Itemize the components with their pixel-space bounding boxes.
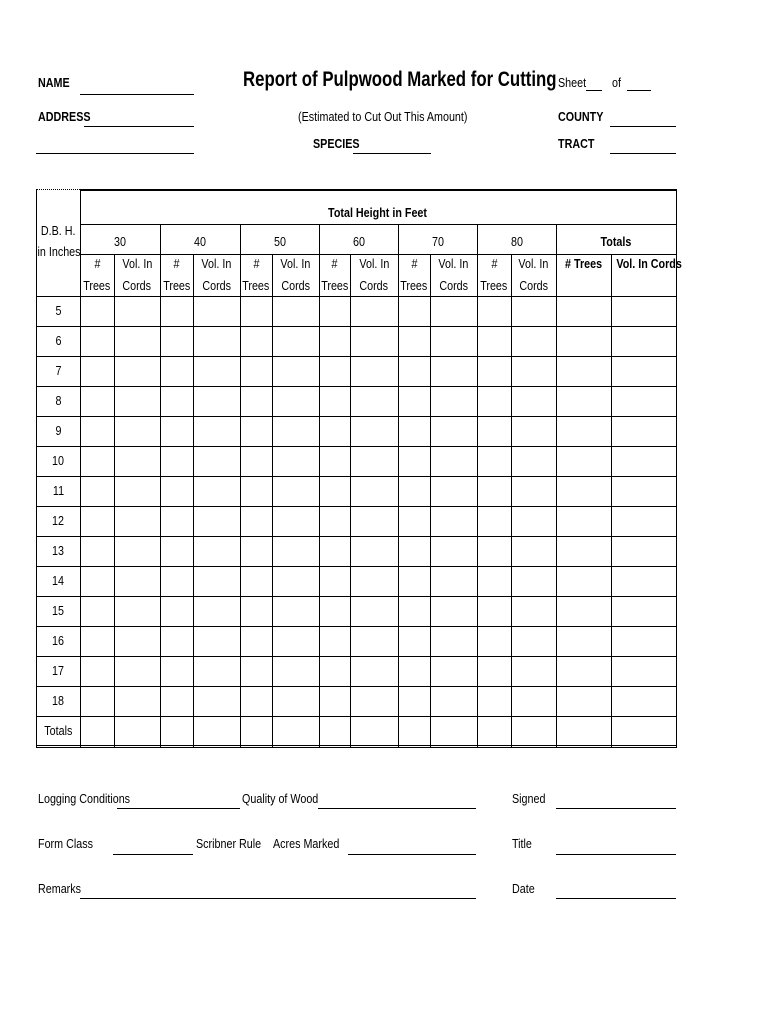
subheader-rule [80,254,676,255]
trees-subheader: Trees [83,279,111,293]
column-rule [160,224,161,748]
row-rule [36,416,676,417]
acres-marked-field[interactable] [348,854,476,855]
vol-subheader: Cords [359,279,389,293]
row-rule [36,566,676,567]
tract-field[interactable] [610,153,676,154]
dbh-header-line2: in Inches [37,245,81,259]
row-rule [36,326,676,327]
county-label: COUNTY [558,110,604,124]
height-header-50: 50 [273,235,286,249]
totals-header: Totals [600,235,632,249]
dbh-row-label: 14 [52,574,64,588]
vol-subheader: Vol. In [518,257,549,271]
scribner-rule-label: Scribner Rule [196,837,262,851]
title-field[interactable] [556,854,676,855]
row-rule [36,296,676,297]
vol-subheader: Cords [122,279,152,293]
sheet-total-field[interactable] [627,90,651,91]
address-label: ADDRESS [38,110,91,124]
trees-subheader: # [491,257,497,271]
height-header-40: 40 [194,235,206,249]
column-rule [477,224,478,748]
dbh-row-label: 9 [55,424,61,438]
date-field[interactable] [556,898,676,899]
address-field-1[interactable] [84,126,194,127]
totals-vol-header: Vol. In Cords [616,257,682,271]
height-header-30: 30 [114,235,126,249]
dbh-row-label: 15 [52,604,64,618]
vol-subheader: Cords [281,279,310,293]
name-label: NAME [38,76,70,90]
trees-subheader: Trees [321,279,349,293]
sheet-label: Sheet [558,76,587,90]
tract-label: TRACT [558,137,595,151]
column-rule [319,224,320,748]
signed-field[interactable] [556,808,676,809]
vol-subheader: Cords [519,279,548,293]
dbh-row-label: 17 [52,664,64,678]
column-rule [611,254,612,748]
dbh-row-label: 18 [52,694,64,708]
dbh-row-label: 16 [52,634,64,648]
trees-subheader: # [253,257,259,271]
trees-subheader: Trees [480,279,508,293]
vol-subheader: Vol. In [122,257,152,271]
column-rule [430,254,431,748]
row-rule [36,386,676,387]
table-top-rule [80,189,676,191]
trees-subheader: # [411,257,417,271]
trees-subheader: # [331,257,338,271]
vol-subheader: Vol. In [201,257,232,271]
dbh-row-label: 5 [55,304,61,318]
totals-trees-header: # Trees [564,257,603,271]
row-rule [36,446,676,447]
height-header-60: 60 [352,235,365,249]
row-rule [36,656,676,657]
dbh-row-label: 10 [52,454,64,468]
column-rule [350,254,351,748]
quality-of-wood-label: Quality of Wood [242,792,319,806]
signed-label: Signed [512,792,546,806]
remarks-field[interactable] [80,898,476,899]
county-field[interactable] [610,126,676,127]
vol-subheader: Vol. In [438,257,469,271]
dbh-header-line1: D.B. H. [40,224,76,238]
row-rule [36,716,676,717]
address-field-2[interactable] [36,153,194,154]
height-header-80: 80 [510,235,523,249]
trees-subheader: Trees [162,279,191,293]
logging-conditions-label: Logging Conditions [38,792,131,806]
row-rule [36,596,676,597]
trees-subheader: # [94,257,100,271]
dbh-row-label: 6 [55,334,61,348]
dbh-row-label: 12 [52,514,64,528]
sheet-number-field[interactable] [586,90,602,91]
species-label: SPECIES [313,137,360,151]
vol-subheader: Vol. In [359,257,389,271]
row-rule [36,686,676,687]
title-label: Title [512,837,532,851]
species-field[interactable] [353,153,431,154]
vol-subheader: Cords [439,279,468,293]
row-rule [36,536,676,537]
total-height-header: Total Height in Feet [328,206,428,220]
remarks-label: Remarks [38,882,82,896]
name-field[interactable] [80,94,194,95]
of-label: of [612,76,621,90]
column-rule [398,224,399,748]
trees-subheader: Trees [400,279,428,293]
column-rule [80,189,81,748]
column-rule [240,224,241,748]
dbh-row-label: Totals [43,724,73,738]
page-title: Report of Pulpwood Marked for Cutting [243,68,557,91]
height-header-rule [80,224,676,225]
date-label: Date [512,882,535,896]
dbh-row-label: 13 [52,544,64,558]
row-rule [36,506,676,507]
form-class-label: Form Class [38,837,93,851]
column-rule [676,189,677,748]
table-bottom-rule [36,745,676,748]
column-rule [193,254,194,748]
quality-of-wood-field[interactable] [318,808,476,809]
trees-subheader: # [173,257,180,271]
logging-conditions-field[interactable] [117,808,240,809]
dbh-row-label: 7 [55,364,61,378]
vol-subheader: Vol. In [280,257,311,271]
row-rule [36,356,676,357]
column-rule [114,254,115,748]
row-rule [36,626,676,627]
estimate-note: (Estimated to Cut Out This Amount) [298,110,468,124]
column-rule [272,254,273,748]
acres-marked-label: Acres Marked [273,837,340,851]
dbh-row-label: 8 [55,394,61,408]
height-header-70: 70 [431,235,444,249]
column-rule [511,254,512,748]
trees-subheader: Trees [242,279,270,293]
row-rule [36,476,676,477]
vol-subheader: Cords [202,279,231,293]
column-rule [556,224,557,748]
form-class-field[interactable] [113,854,193,855]
dbh-row-label: 11 [52,484,64,498]
